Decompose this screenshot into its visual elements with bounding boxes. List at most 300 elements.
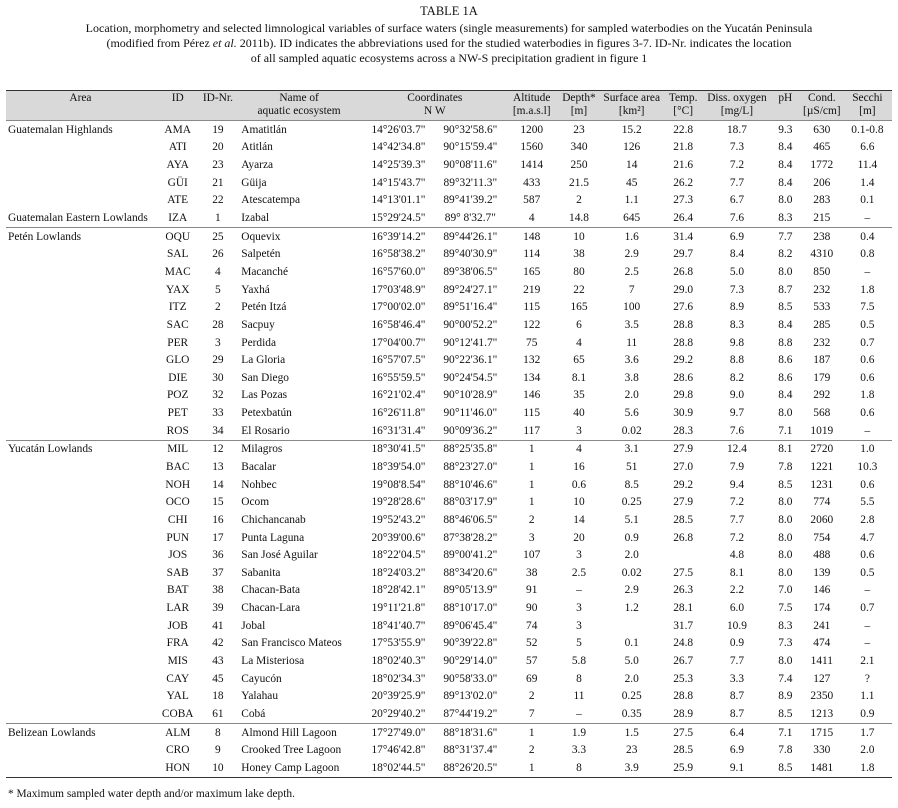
cell-id: FRA: [166, 637, 189, 650]
caption-line-2-italic: et al.: [212, 36, 237, 50]
cell-altitude: 91: [526, 584, 538, 597]
cell-coord-w: 88°26'20.5": [434, 759, 507, 777]
cell-ph: 7.7: [770, 227, 801, 245]
cell-depth: 10: [557, 227, 601, 245]
cell-altitude: 1: [528, 478, 535, 491]
cell-area: [6, 759, 155, 777]
cell-coord-n: 16°57'60.0": [371, 265, 426, 278]
cell-id: YAX: [166, 283, 190, 296]
cell-id-nr: 9: [215, 744, 221, 757]
cell-oxygen: 8.1: [729, 566, 745, 579]
cell-coord-n: 17°03'48.9": [371, 283, 426, 296]
cell-id-nr: 1: [215, 212, 221, 225]
cell-oxygen: 7.7: [729, 655, 745, 668]
cell-surface-area: 11: [626, 336, 638, 349]
cell-id-nr: 20: [212, 141, 224, 154]
cell-coord-n: 16°58'38.2": [371, 248, 426, 261]
cell-temp: 27.5: [662, 723, 704, 741]
cell-temp: 30.9: [673, 407, 694, 420]
cell-depth: 3: [576, 424, 582, 437]
cell-surface-area: 3.9: [601, 759, 662, 777]
cell-id: SAC: [166, 318, 189, 331]
cell-area: [6, 174, 155, 192]
cell-id-nr: 36: [212, 549, 224, 562]
cell-id: ALM: [155, 723, 201, 741]
cell-coord-w: 89°06'45.4": [443, 619, 498, 632]
cell-depth: 16: [573, 460, 585, 473]
cell-name: Güija: [241, 176, 267, 189]
cell-name: Punta Laguna: [241, 531, 305, 544]
cell-temp: 25.9: [662, 759, 704, 777]
cell-oxygen: 6.4: [704, 723, 770, 741]
cell-coord-w: 89°13'02.0": [443, 690, 498, 703]
cell-coord-n: 16°58'46.4": [371, 318, 426, 331]
cell-coord-w: 90°22'36.1": [443, 354, 498, 367]
header-oxygen: [704, 91, 770, 121]
header-cond-l2: [µS/cm]: [803, 105, 841, 117]
cell-depth: 8: [576, 672, 582, 685]
cell-cond: 215: [813, 212, 831, 225]
cell-altitude: 2: [528, 744, 535, 757]
cell-coord-w: 90°09'36.2": [443, 424, 498, 437]
cell-ph: 8.1: [770, 440, 801, 458]
cell-id-nr: 28: [212, 318, 224, 331]
cell-id-nr: 5: [215, 283, 221, 296]
cell-name: Petén Itzá: [241, 301, 287, 314]
cell-altitude: 1200: [507, 121, 557, 139]
cell-id: ATE: [167, 194, 189, 207]
cell-coord-n: 18°02'34.3": [371, 672, 426, 685]
cell-coord-w: 89°00'41.2": [443, 549, 498, 562]
cell-surface-area: 3.6: [624, 354, 639, 367]
cell-name: La Misteriosa: [241, 655, 305, 668]
cell-id: IZA: [168, 212, 188, 225]
cell-temp: 31.4: [662, 227, 704, 245]
cell-coord-w: 87°44'19.2": [443, 707, 498, 720]
cell-surface-area: 5.1: [624, 513, 639, 526]
table-row: [6, 564, 892, 582]
cell-surface-area: 14: [626, 159, 638, 172]
cell-area: Yucatán Lowlands: [6, 440, 155, 458]
cell-depth: –: [576, 707, 582, 720]
cell-altitude: 132: [523, 354, 541, 367]
cell-name: Bacalar: [241, 460, 277, 473]
cell-depth: 5: [576, 637, 582, 650]
cell-depth: 3: [576, 549, 582, 562]
cell-cond: 1411: [810, 655, 833, 668]
cell-altitude: 148: [507, 227, 557, 245]
cell-altitude: 1: [528, 496, 535, 509]
cell-temp: 26.8: [673, 265, 694, 278]
cell-ph: 8.2: [778, 248, 793, 261]
cell-name: San Francisco Mateos: [241, 637, 342, 650]
table-row: [6, 599, 892, 617]
cell-coord-n: 16°39'14.2": [363, 227, 434, 245]
cell-coord-n: 18°02'44.5": [363, 759, 434, 777]
cell-secchi: 4.7: [860, 531, 875, 544]
cell-surface-area: 51: [626, 460, 638, 473]
cell-name: Cobá: [241, 707, 266, 720]
cell-area: Guatemalan Highlands: [6, 121, 155, 139]
header-id-nr: ID-Nr.: [202, 92, 233, 104]
cell-ph: 7.1: [770, 723, 801, 741]
cell-temp: 28.8: [673, 690, 694, 703]
cell-altitude: 1: [507, 440, 557, 458]
cell-id-nr: 21: [212, 176, 224, 189]
cell-surface-area: 8.5: [624, 478, 639, 491]
cell-area: [6, 316, 155, 334]
cell-cond: 774: [813, 496, 831, 509]
cell-depth: 11: [573, 690, 585, 703]
cell-cond: 283: [813, 194, 831, 207]
caption-line-2-a: (modified from Pérez: [106, 36, 213, 50]
cell-id: SAL: [166, 248, 189, 261]
table-row: [6, 387, 892, 405]
cell-id-nr: 16: [212, 513, 224, 526]
cell-id-nr: 38: [212, 584, 224, 597]
cell-id: OCO: [165, 496, 190, 509]
cell-cond: 127: [813, 672, 831, 685]
cell-temp: 28.3: [673, 424, 694, 437]
cell-ph: 8.0: [778, 549, 793, 562]
cell-coord-n: 16°55'59.5": [371, 371, 426, 384]
cell-coord-n: 19°28'28.6": [371, 496, 426, 509]
cell-surface-area: 7: [628, 283, 635, 296]
header-secchi-l1: Secchi: [852, 92, 883, 104]
cell-oxygen: 6.0: [729, 602, 745, 615]
cell-oxygen: 9.8: [729, 336, 745, 349]
cell-id-nr: 32: [212, 389, 224, 402]
cell-id: PUN: [166, 531, 190, 544]
table-row: [6, 688, 892, 706]
cell-ph: 8.8: [778, 336, 793, 349]
cell-depth: 80: [573, 265, 585, 278]
cell-temp: 28.1: [673, 602, 694, 615]
cell-id-nr: 17: [212, 531, 224, 544]
cell-secchi: 0.1-0.8: [843, 121, 892, 139]
header-temp-l2: [°C]: [673, 105, 694, 117]
table-row: [6, 404, 892, 422]
cell-temp: 29.2: [673, 478, 694, 491]
cell-id: PER: [167, 336, 189, 349]
table-row: [6, 741, 892, 759]
cell-area: Petén Lowlands: [6, 227, 155, 245]
cell-ph: 8.5: [778, 478, 793, 491]
cell-altitude: 1560: [520, 141, 544, 154]
cell-secchi: –: [864, 584, 871, 597]
cell-depth: 6: [576, 318, 582, 331]
cell-ph: 7.5: [778, 602, 793, 615]
cell-oxygen: 9.4: [729, 478, 745, 491]
table-row: [6, 422, 892, 440]
cell-surface-area: 1.5: [601, 723, 662, 741]
cell-id: COBA: [161, 707, 194, 720]
cell-depth: 340: [570, 141, 588, 154]
cell-oxygen: 7.2: [729, 531, 745, 544]
cell-depth: 10: [573, 496, 585, 509]
cell-ph: 8.0: [778, 655, 793, 668]
table-row: [6, 281, 892, 299]
cell-coord-w: 90°08'11.6": [443, 159, 498, 172]
cell-coord-w: 90°29'14.0": [443, 655, 498, 668]
cell-coord-w: 89°24'27.1": [443, 283, 498, 296]
header-secchi-l2: [m]: [859, 105, 876, 117]
cell-depth: 0.6: [571, 478, 587, 491]
cell-id: NOH: [165, 478, 191, 491]
cell-depth: 2: [576, 194, 582, 207]
cell-depth: 1.9: [557, 723, 601, 741]
header-area: Area: [69, 92, 92, 104]
table-row: [6, 316, 892, 334]
cell-cond: 474: [813, 637, 831, 650]
cell-secchi: 0.6: [860, 478, 875, 491]
cell-cond: 4310: [810, 248, 834, 261]
cell-secchi: –: [864, 637, 871, 650]
table-row: [6, 493, 892, 511]
cell-coord-w: 89°41'39.2": [443, 194, 498, 207]
cell-coord-n: 14°26'03.7": [363, 121, 434, 139]
cell-depth: 14.8: [569, 212, 589, 225]
table-row: [6, 617, 892, 635]
cell-coord-w: 89°40'30.9": [443, 248, 498, 261]
cell-area: [6, 404, 155, 422]
cell-temp: 27.0: [673, 460, 694, 473]
cell-oxygen: 8.7: [729, 707, 745, 720]
cell-coord-w: 90°12'41.7": [443, 336, 498, 349]
cell-coord-w: 89°38'06.5": [443, 265, 498, 278]
cell-id-nr: 3: [215, 336, 221, 349]
cell-secchi: 10.3: [857, 460, 878, 473]
cell-depth: 3: [576, 602, 582, 615]
cell-depth: 4: [576, 336, 582, 349]
cell-oxygen: 6.9: [729, 744, 745, 757]
cell-id: CHI: [167, 513, 188, 526]
header-ph: pH: [778, 92, 793, 104]
cell-depth: 2.5: [571, 566, 587, 579]
footnote: * Maximum sampled water depth and/or maximum lake depth.: [8, 788, 295, 800]
cell-oxygen: 7.2: [729, 496, 745, 509]
cell-name: Almond Hill Lagoon: [235, 723, 363, 741]
cell-oxygen: 7.7: [729, 513, 745, 526]
cell-cond: 292: [813, 389, 831, 402]
cell-cond: 465: [813, 141, 831, 154]
cell-name: Chacan-Lara: [241, 602, 301, 615]
header-coord-l2: N W: [423, 105, 446, 117]
table-row: [6, 723, 892, 741]
cell-id: OQU: [155, 227, 201, 245]
cell-coord-n: 14°13'01.1": [371, 194, 426, 207]
caption-line-2: [0, 36, 898, 51]
cell-cond: 1481: [801, 759, 843, 777]
cell-surface-area: 0.02: [621, 424, 642, 437]
cell-altitude: 3: [528, 531, 535, 544]
cell-ph: 8.4: [778, 141, 793, 154]
cell-secchi: –: [864, 424, 871, 437]
cell-oxygen: 8.4: [729, 248, 745, 261]
cell-id-nr: 13: [212, 460, 224, 473]
cell-temp: 21.6: [673, 159, 694, 172]
cell-altitude: 587: [523, 194, 541, 207]
table-row: [6, 582, 892, 600]
cell-id: HON: [155, 759, 201, 777]
cell-temp: 27.9: [662, 440, 704, 458]
cell-temp: 26.7: [673, 655, 694, 668]
cell-cond: 330: [813, 744, 831, 757]
cell-oxygen: 9.7: [729, 407, 745, 420]
cell-area: [6, 334, 155, 352]
cell-altitude: 1: [507, 759, 557, 777]
cell-area: [6, 351, 155, 369]
cell-cond: 630: [801, 121, 843, 139]
cell-area: [6, 564, 155, 582]
cell-area: [6, 529, 155, 547]
cell-id: DIE: [168, 371, 188, 384]
cell-id: BAT: [166, 584, 189, 597]
cell-coord-n: 19°52'43.2": [371, 513, 426, 526]
cell-oxygen: 10.9: [726, 619, 747, 632]
cell-altitude: 1414: [520, 159, 544, 172]
cell-coord-n: 20°39'25.9": [371, 690, 426, 703]
cell-coord-w: 89°32'11.3": [443, 176, 498, 189]
cell-altitude: 433: [523, 176, 541, 189]
cell-ph: 8.7: [778, 283, 793, 296]
cell-temp: 21.8: [673, 141, 694, 154]
cell-coord-n: 20°39'00.6": [371, 531, 426, 544]
cell-temp: 31.7: [673, 619, 694, 632]
cell-altitude: 57: [526, 655, 538, 668]
cell-coord-n: 14°25'39.3": [371, 159, 426, 172]
cell-oxygen: 7.3: [729, 283, 745, 296]
cell-ph: 7.3: [778, 637, 793, 650]
header-altitude: [507, 91, 557, 121]
cell-ph: 8.3: [778, 619, 793, 632]
cell-secchi: 0.5: [860, 318, 875, 331]
cell-id: PET: [167, 407, 188, 420]
cell-depth: 5.8: [571, 655, 587, 668]
cell-id-nr: 37: [212, 566, 224, 579]
cell-secchi: 1.1: [860, 690, 875, 703]
cell-coord-w: 88°46'06.5": [443, 513, 498, 526]
cell-temp: 27.5: [673, 566, 694, 579]
cell-secchi: 0.1: [860, 194, 875, 207]
cell-secchi: 1.8: [860, 283, 875, 296]
cell-cond: 1213: [810, 707, 834, 720]
header-oxy-l2: [mg/L]: [720, 105, 754, 117]
cell-surface-area: 1.6: [601, 227, 662, 245]
cell-depth: 65: [573, 354, 585, 367]
cell-ph: 8.0: [778, 513, 793, 526]
cell-oxygen: 12.4: [704, 440, 770, 458]
caption-line-1: Location, morphometry and selected limnological variables of surface waters (single measurements) for sampled waterbodies on the Yucatán Peninsula: [85, 21, 813, 35]
cell-name: Honey Camp Lagoon: [235, 759, 363, 777]
cell-coord-n: 17°46'42.8": [371, 744, 426, 757]
cell-oxygen: 6.9: [704, 227, 770, 245]
cell-cond: 1772: [810, 159, 834, 172]
cell-id-nr: 61: [212, 707, 224, 720]
cell-id-nr: 23: [212, 159, 224, 172]
cell-area: [6, 511, 155, 529]
cell-secchi: 11.4: [857, 159, 878, 172]
cell-ph: 8.6: [778, 354, 793, 367]
cell-id-nr: 30: [212, 371, 224, 384]
cell-surface-area: 1.1: [624, 194, 639, 207]
cell-temp: 27.3: [673, 194, 694, 207]
cell-id: CRO: [166, 744, 190, 757]
cell-oxygen: 9.1: [704, 759, 770, 777]
cell-id: POZ: [166, 389, 189, 402]
cell-temp: 28.5: [673, 513, 694, 526]
cell-coord-n: 19°08'8.54": [371, 478, 426, 491]
cell-ph: 8.4: [778, 318, 793, 331]
cell-id-nr: 10: [201, 759, 236, 777]
cell-secchi: 0.6: [860, 407, 875, 420]
cell-depth: 3: [576, 619, 582, 632]
cell-oxygen: 8.2: [729, 371, 745, 384]
cell-depth: 20: [573, 531, 585, 544]
cell-altitude: 1: [507, 723, 557, 741]
cell-secchi: 1.8: [843, 759, 892, 777]
cell-name: Petexbatún: [241, 407, 292, 420]
cell-altitude: 115: [523, 301, 541, 314]
cell-area: [6, 741, 155, 759]
table-row: [6, 529, 892, 547]
cell-area: [6, 458, 155, 476]
cell-ph: 8.0: [778, 496, 793, 509]
cell-temp: 22.8: [662, 121, 704, 139]
cell-name: Salpetén: [241, 248, 281, 261]
cell-temp: 26.4: [673, 212, 694, 225]
cell-temp: 24.8: [673, 637, 694, 650]
header-depth-l1: Depth*: [562, 92, 596, 104]
cell-secchi: –: [864, 265, 871, 278]
cell-coord-n: 14°42'34.8": [371, 141, 426, 154]
cell-altitude: 75: [526, 336, 538, 349]
cell-cond: 2060: [810, 513, 834, 526]
cell-area: [6, 705, 155, 723]
cell-secchi: 0.6: [860, 549, 875, 562]
cell-area: [6, 422, 155, 440]
cell-ph: 8.5: [778, 301, 793, 314]
cell-surface-area: 2.0: [624, 389, 639, 402]
cell-surface-area: 0.35: [621, 707, 642, 720]
cell-surface-area: 0.1: [624, 637, 639, 650]
cell-cond: 232: [813, 283, 831, 296]
cell-area: [6, 652, 155, 670]
header-alt-l2: [m.a.s.l]: [512, 105, 551, 117]
cell-secchi: 2.8: [860, 513, 875, 526]
cell-coord-n: 17°27'49.0": [363, 723, 434, 741]
cell-secchi: 7.5: [860, 301, 875, 314]
cell-secchi: –: [864, 619, 871, 632]
header-depth: [557, 91, 601, 121]
cell-coord-n: 16°31'31.4": [371, 424, 426, 437]
cell-temp: 27.6: [673, 301, 694, 314]
table-row: [6, 298, 892, 316]
cell-depth: 38: [573, 248, 585, 261]
cell-name: Chacan-Bata: [241, 584, 301, 597]
cell-secchi: 0.6: [860, 354, 875, 367]
cell-area: [6, 139, 155, 157]
header-alt-l1: Altitude: [513, 92, 551, 104]
cell-ph: 8.9: [778, 690, 793, 703]
cell-ph: 8.4: [778, 389, 793, 402]
cell-id-nr: 14: [212, 478, 224, 491]
cell-altitude: 52: [526, 637, 538, 650]
cell-id-nr: 26: [212, 248, 224, 261]
cell-surface-area: 126: [623, 141, 641, 154]
cell-oxygen: 0.9: [729, 637, 745, 650]
table-row: [6, 121, 892, 139]
